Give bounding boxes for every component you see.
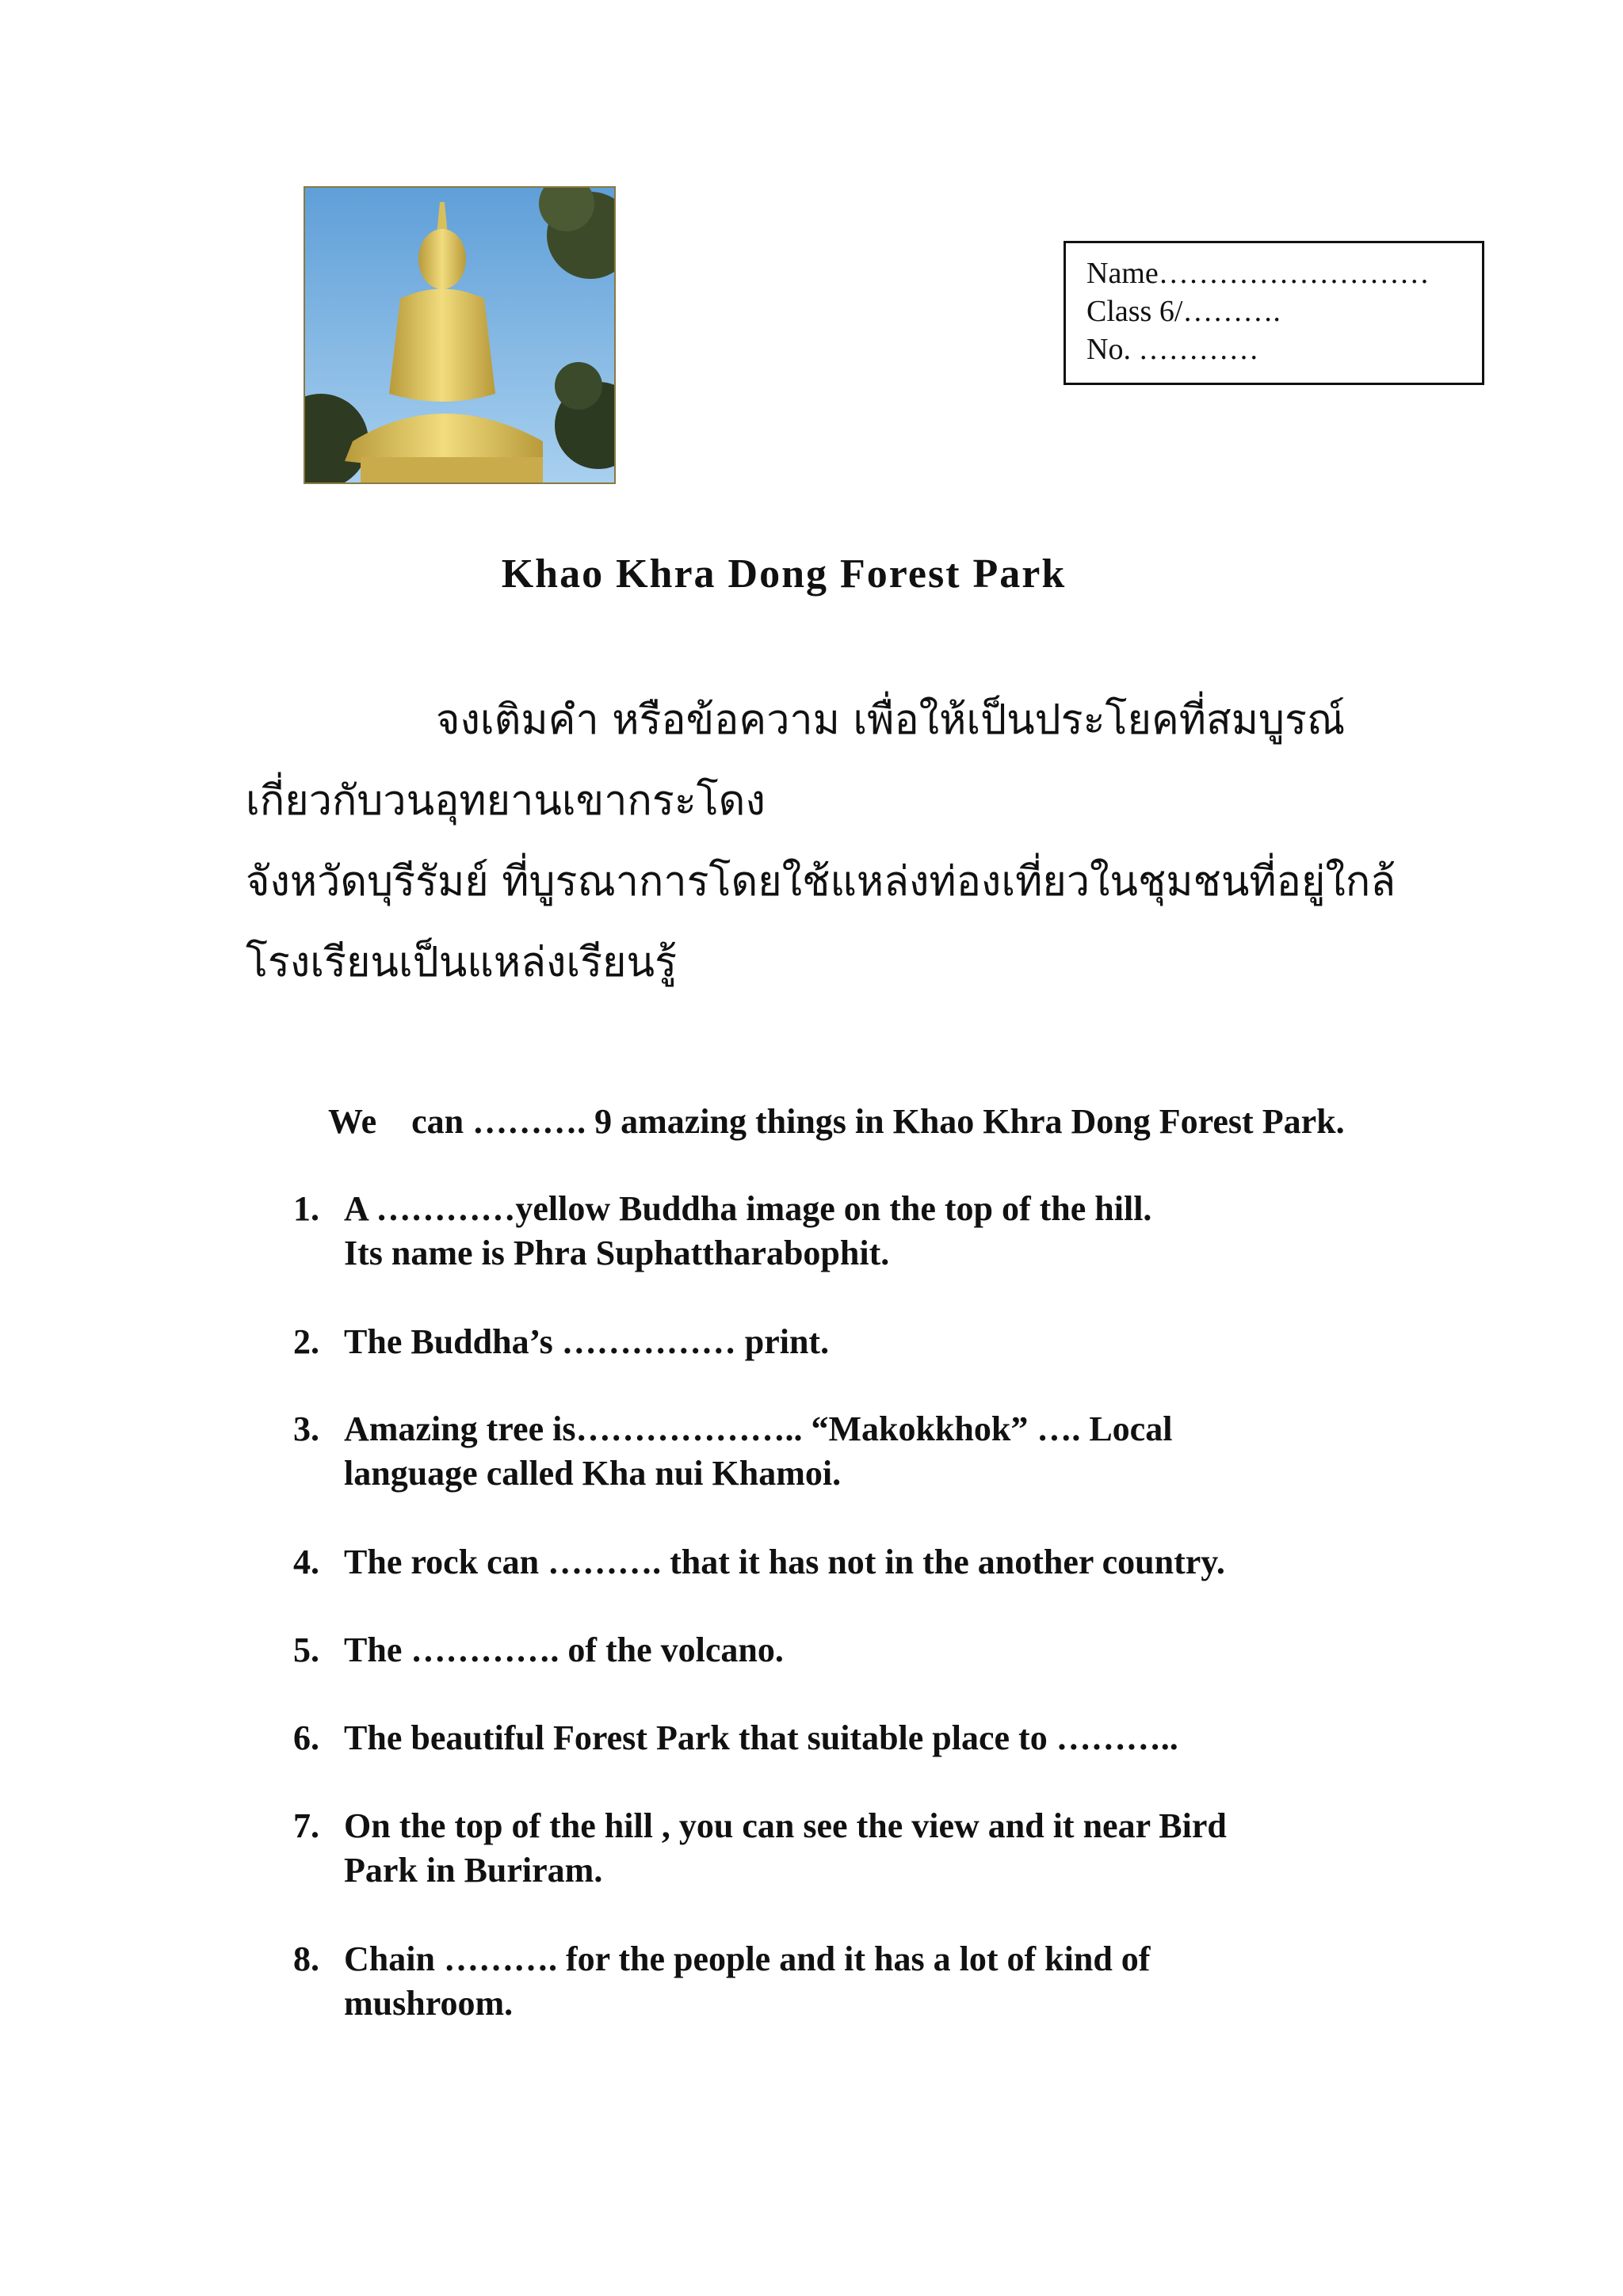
item-text: Chain ………. for the people and it has a lot of kind of: [344, 1939, 1151, 1978]
list-item: [293, 1937, 1442, 2026]
list-item: [293, 1407, 1442, 1496]
item-text: The rock can ………. that it has not in the another country.: [344, 1543, 1225, 1581]
thai-instructions: [246, 680, 1529, 1003]
item-number: 8.: [293, 1939, 319, 1978]
name-field[interactable]: Name………………………: [1086, 257, 1430, 290]
student-info-box: [1064, 241, 1484, 385]
item-number: 1.: [293, 1189, 319, 1228]
item-text: The beautiful Forest Park that suitable place to ………..: [344, 1718, 1178, 1757]
item-text-continued: Its name is Phra Suphattharabophit.: [344, 1234, 890, 1272]
item-number: 6.: [293, 1718, 319, 1757]
instruction-line: จงเติมคำ หรือข้อความ เพื่อให้เป็นประโยคที่สมบูรณ์: [436, 696, 1346, 744]
instruction-line: เกี่ยวกับวนอุทยานเขากระโดง: [246, 777, 766, 825]
number-field[interactable]: No. …………: [1086, 333, 1259, 366]
item-number: 2.: [293, 1322, 319, 1361]
item-text-continued: language called Kha nui Khamoi.: [344, 1454, 842, 1493]
item-text-continued: Park in Buriram.: [344, 1851, 603, 1890]
class-field[interactable]: Class 6/……….: [1086, 295, 1281, 328]
buddha-statue-photo: [304, 186, 616, 484]
exercise-list: [293, 1187, 1442, 2026]
list-item: [293, 1804, 1442, 1893]
list-item: [293, 1187, 1442, 1276]
list-item: [293, 1320, 1442, 1364]
page-title: Khao Khra Dong Forest Park: [501, 551, 1067, 597]
instruction-line: โรงเรียนเป็นแหล่งเรียนรู้: [246, 939, 677, 986]
item-text-continued: mushroom.: [344, 1984, 514, 2023]
list-item: [293, 1716, 1442, 1760]
instruction-line: จังหวัดบุรีรัมย์ ที่บูรณาการโดยใช้แหล่งท่องเที่ยวในชุมชนที่อยู่ใกล้: [246, 858, 1396, 906]
intro-sentence: We can ………. 9 amazing things in Khao Khra Dong Forest Park.: [328, 1102, 1345, 1141]
item-text: A …………yellow Buddha image on the top of the hill.: [344, 1189, 1152, 1228]
item-text: The …………. of the volcano.: [344, 1630, 784, 1669]
item-text: The Buddha’s …………… print.: [344, 1322, 830, 1361]
list-item: [293, 1628, 1442, 1672]
list-item: [293, 1540, 1442, 1585]
item-number: 3.: [293, 1409, 319, 1448]
item-number: 7.: [293, 1806, 319, 1845]
item-number: 4.: [293, 1543, 319, 1581]
item-text: On the top of the hill , you can see the view and it near Bird: [344, 1806, 1227, 1845]
item-number: 5.: [293, 1630, 319, 1669]
item-text: Amazing tree is……………….. “Makokkhok” …. Local: [344, 1409, 1173, 1448]
